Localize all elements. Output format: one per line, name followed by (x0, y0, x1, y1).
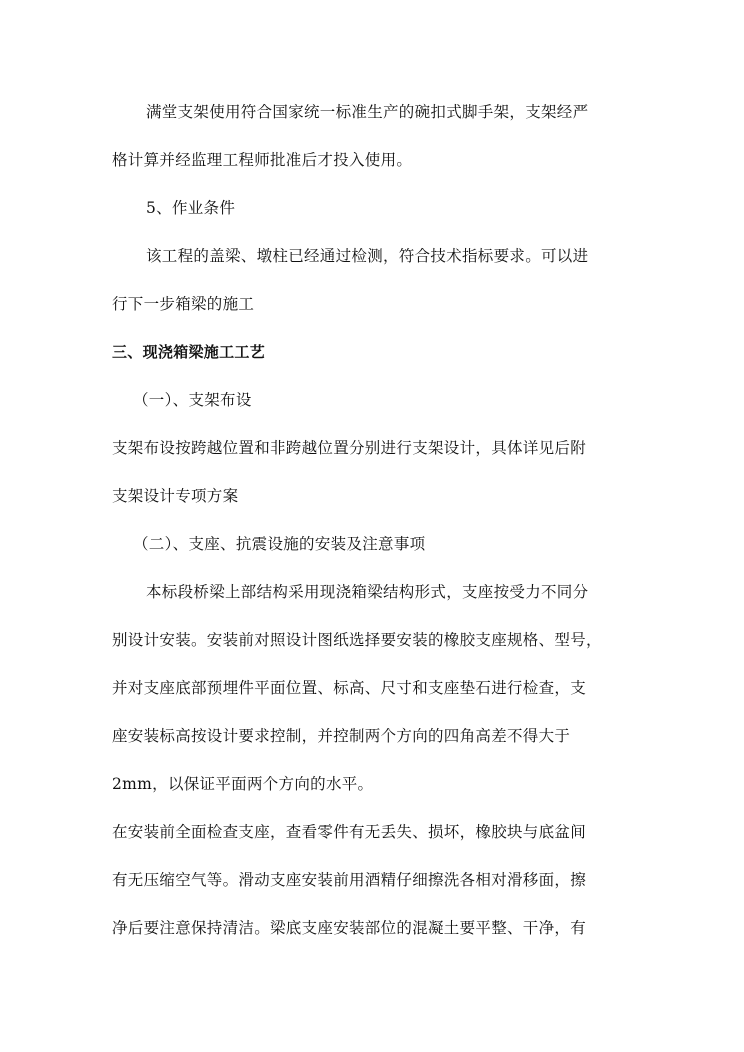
paragraph-line: 净后要注意保持清洁。梁底支座安装部位的混凝土要平整、干净，有 (112, 919, 587, 937)
paragraph-line: 支架布设按跨越位置和非跨越位置分别进行支架设计，具体详见后附 (112, 439, 587, 457)
paragraph-line: 别设计安装。安装前对照设计图纸选择要安装的橡胶支座规格、型号， (112, 631, 602, 649)
paragraph-line: 该工程的盖梁、墩柱已经通过检测，符合技术指标要求。可以进 (146, 247, 589, 265)
paragraph-line: 在安装前全面检查支座，查看零件有无丢失、损坏，橡胶块与底盆间 (112, 823, 587, 841)
paragraph-line: 本标段桥梁上部结构采用现浇箱梁结构形式，支座按受力不同分 (146, 583, 589, 601)
section-heading: 5、作业条件 (146, 199, 236, 217)
paragraph-line: 行下一步箱梁的施工 (112, 295, 255, 313)
paragraph-line: 支架设计专项方案 (112, 487, 239, 505)
subsection-heading: （一）、支架布设 (133, 391, 252, 409)
paragraph-line: 满堂支架使用符合国家统一标准生产的碗扣式脚手架，支架经严 (146, 103, 589, 121)
paragraph-line: 座安装标高按设计要求控制，并控制两个方向的四角高差不得大于 (112, 727, 571, 745)
paragraph-line: 2mm，以保证平面两个方向的水平。 (112, 775, 374, 793)
paragraph-line: 并对支座底部预埋件平面位置、标高、尺寸和支座垫石进行检查，支 (112, 679, 587, 697)
paragraph-line: 有无压缩空气等。滑动支座安装前用酒精仔细擦洗各相对滑移面，擦 (112, 871, 587, 889)
paragraph-line: 格计算并经监理工程师批准后才投入使用。 (112, 151, 413, 169)
chapter-heading: 三、现浇箱梁施工工艺 (112, 343, 266, 361)
subsection-heading: （二）、支座、抗震设施的安装及注意事项 (133, 535, 426, 553)
